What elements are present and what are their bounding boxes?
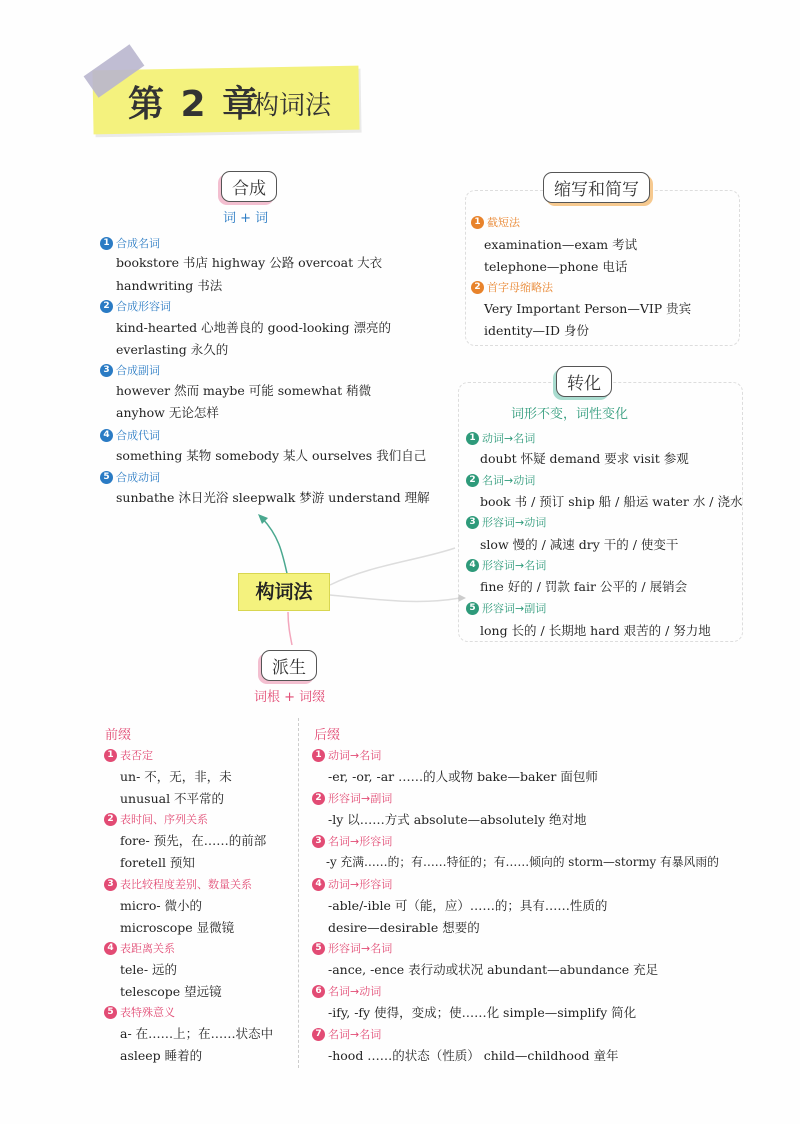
section-heading: 合成动词	[116, 471, 160, 484]
conversion-section-4	[466, 557, 546, 573]
text-line: bookstore 书店 highway 公路 overcoat 大衣	[116, 255, 383, 270]
text-line: micro- 微小的	[120, 898, 203, 913]
text-line: unusual 不平常的	[120, 791, 225, 806]
section-heading: 合成名词	[116, 237, 160, 250]
text-line: slow 慢的 / 减速 dry 干的 / 使变干	[480, 537, 679, 552]
derivation-label: 派生	[261, 650, 317, 681]
section-number: 2	[100, 300, 113, 313]
compound-section-3	[100, 362, 160, 378]
chapter-title: 构词法	[253, 91, 332, 121]
suffix-section-5	[312, 940, 392, 956]
section-heading: 表否定	[120, 749, 153, 762]
text-line: handwriting 书法	[116, 278, 223, 293]
section-heading: 截短法	[487, 216, 520, 229]
section-number: 1	[471, 216, 484, 229]
section-number: 4	[312, 878, 325, 891]
section-heading: 合成代词	[116, 429, 160, 442]
section-number: 2	[466, 474, 479, 487]
compound-section-5	[100, 469, 160, 485]
compound-label: 合成	[221, 171, 277, 202]
text-line: kind-hearted 心地善良的 good-looking 漂亮的	[116, 320, 392, 335]
prefix-title: 前缀	[105, 728, 132, 743]
section-number: 5	[466, 602, 479, 615]
section-number: 2	[312, 792, 325, 805]
section-heading: 表时间、序列关系	[120, 813, 208, 826]
text-line: -ly 以……方式 absolute—absolutely 绝对地	[328, 812, 587, 827]
section-number: 3	[466, 516, 479, 529]
text-line: everlasting 永久的	[116, 342, 229, 357]
section-number: 1	[104, 749, 117, 762]
section-number: 1	[100, 237, 113, 250]
section-number: 4	[104, 942, 117, 955]
section-heading: 形容词→副词	[482, 602, 547, 615]
text-line: -er, -or, -ar ……的人或物 bake—baker 面包师	[328, 769, 598, 784]
section-number: 1	[312, 749, 325, 762]
section-number: 3	[104, 878, 117, 891]
compound-section-2	[100, 298, 171, 314]
section-heading: 形容词→名词	[328, 942, 393, 955]
text-line: a- 在……上；在……状态中	[120, 1026, 274, 1041]
text-line: -hood ……的状态（性质） child—childhood 童年	[328, 1048, 619, 1063]
column-divider	[298, 718, 299, 1068]
text-line: -ance, -ence 表行动或状况 abundant—abundance 充足	[328, 962, 659, 977]
section-heading: 形容词→名词	[482, 559, 547, 572]
text-line: asleep 睡着的	[120, 1048, 203, 1063]
chapter-number: 第 2 章	[128, 84, 261, 125]
suffix-section-6	[312, 983, 381, 999]
suffix-section-7	[312, 1026, 381, 1042]
section-heading: 名词→动词	[328, 985, 382, 998]
prefix-section-3	[104, 876, 252, 892]
conversion-section-2	[466, 472, 535, 488]
suffix-section-4	[312, 876, 392, 892]
suffix-section-3	[312, 833, 392, 849]
text-line: telephone—phone 电话	[484, 259, 628, 274]
text-line: doubt 怀疑 demand 要求 visit 参观	[480, 451, 689, 466]
text-line: -able/-ible 可（能，应）……的；具有……性质的	[328, 898, 608, 913]
suffix-section-1	[312, 747, 381, 763]
text-line: desire—desirable 想要的	[328, 920, 480, 935]
prefix-section-2	[104, 811, 208, 827]
section-number: 3	[312, 835, 325, 848]
section-number: 7	[312, 1028, 325, 1041]
section-number: 4	[466, 559, 479, 572]
section-heading: 形容词→动词	[482, 516, 547, 529]
abbrev-label: 缩写和简写	[543, 172, 650, 203]
conversion-formula: 词形不变，词性变化	[511, 407, 629, 422]
conversion-section-1	[466, 430, 535, 446]
section-heading: 动词→名词	[482, 432, 536, 445]
section-heading: 合成副词	[116, 364, 160, 377]
prefix-section-4	[104, 940, 175, 956]
text-line: telescope 望远镜	[120, 984, 222, 999]
abbrev-section-2	[471, 279, 553, 295]
text-line: tele- 远的	[120, 962, 178, 977]
text-line: anyhow 无论怎样	[116, 405, 219, 420]
conversion-label: 转化	[556, 366, 612, 397]
section-heading: 表比较程度差别、数量关系	[120, 878, 252, 891]
text-line: book 书 / 预订 ship 船 / 船运 water 水 / 浇水	[480, 494, 743, 509]
compound-formula: 词 + 词	[223, 211, 269, 226]
prefix-section-1	[104, 747, 153, 763]
text-line: un- 不，无，非，未	[120, 769, 232, 784]
text-line: long 长的 / 长期地 hard 艰苦的 / 努力地	[480, 623, 711, 638]
text-line: however 然而 maybe 可能 somewhat 稍微	[116, 383, 372, 398]
section-heading: 动词→形容词	[328, 878, 393, 891]
section-heading: 首字母缩略法	[487, 281, 553, 294]
section-number: 4	[100, 429, 113, 442]
compound-section-4	[100, 427, 160, 443]
conversion-section-3	[466, 514, 546, 530]
section-heading: 动词→名词	[328, 749, 382, 762]
text-line: examination—exam 考试	[484, 237, 638, 252]
text-line: something 某物 somebody 某人 ourselves 我们自己	[116, 448, 427, 463]
section-heading: 名词→形容词	[328, 835, 393, 848]
section-heading: 名词→名词	[328, 1028, 382, 1041]
section-heading: 表特殊意义	[120, 1006, 175, 1019]
section-heading: 合成形容词	[116, 300, 171, 313]
prefix-section-5	[104, 1004, 175, 1020]
section-number: 2	[104, 813, 117, 826]
text-line: -y 充满……的；有……特征的；有……倾向的 storm—stormy 有暴风雨的	[326, 855, 719, 869]
derivation-formula: 词根 + 词缀	[254, 690, 326, 705]
compound-section-1	[100, 235, 160, 251]
suffix-title: 后缀	[314, 728, 341, 743]
text-line: Very Important Person—VIP 贵宾	[484, 301, 692, 316]
suffix-section-2	[312, 790, 392, 806]
section-number: 6	[312, 985, 325, 998]
text-line: -ify, -fy 使得，变成；使……化 simple—simplify 简化	[328, 1005, 637, 1020]
text-line: microscope 显微镜	[120, 920, 235, 935]
section-heading: 形容词→副词	[328, 792, 393, 805]
section-number: 1	[466, 432, 479, 445]
text-line: identity—ID 身份	[484, 323, 589, 338]
section-number: 5	[312, 942, 325, 955]
text-line: foretell 预知	[120, 855, 195, 870]
section-number: 5	[104, 1006, 117, 1019]
text-line: sunbathe 沐日光浴 sleepwalk 梦游 understand 理解	[116, 490, 430, 505]
section-heading: 名词→动词	[482, 474, 536, 487]
center-node: 构词法	[238, 573, 330, 611]
abbrev-section-1	[471, 214, 520, 230]
text-line: fine 好的 / 罚款 fair 公平的 / 展销会	[480, 579, 688, 594]
section-number: 2	[471, 281, 484, 294]
section-number: 5	[100, 471, 113, 484]
conversion-section-5	[466, 600, 546, 616]
section-number: 3	[100, 364, 113, 377]
section-heading: 表距离关系	[120, 942, 175, 955]
text-line: fore- 预先，在……的前部	[120, 833, 267, 848]
